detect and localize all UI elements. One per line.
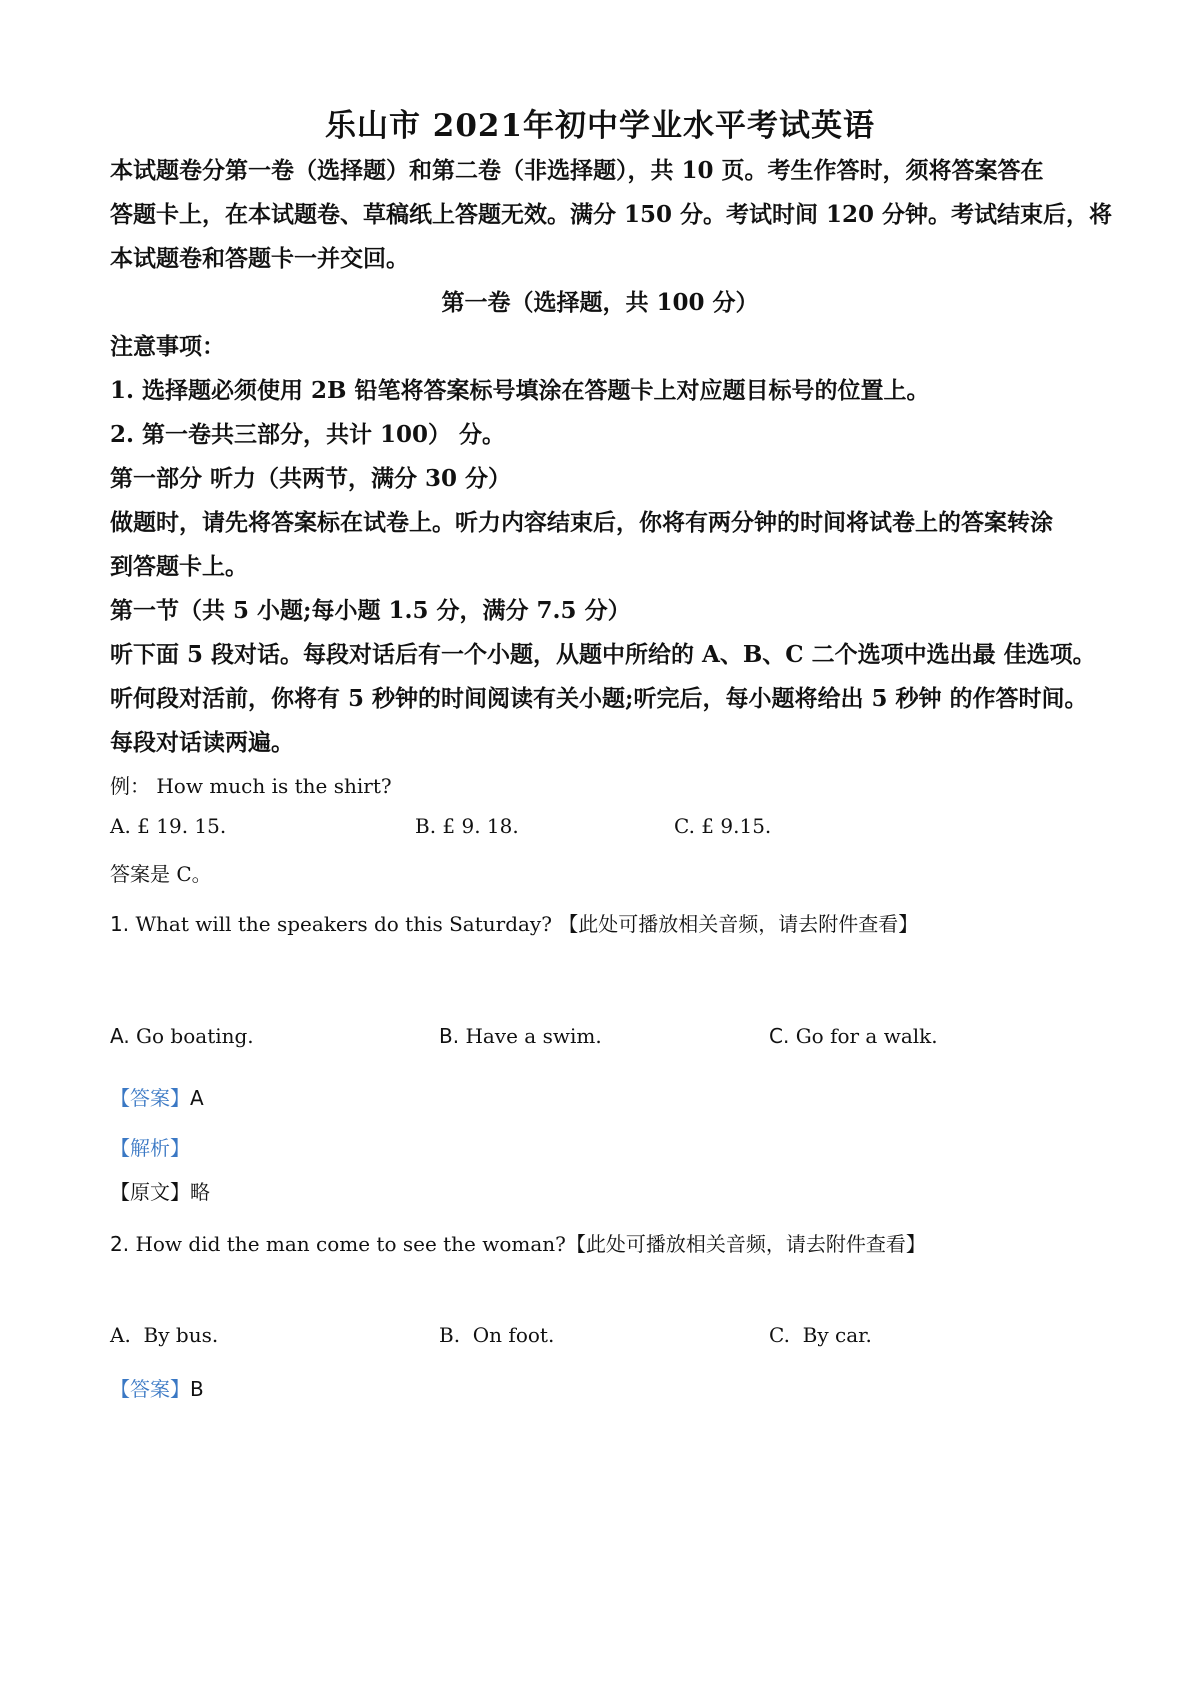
notes-item-1: 1. 选择题必须使用 2B 铅笔将答案标号填涂在答题卡上对应题目标号的位置上。	[110, 377, 930, 404]
option-text: Go boating.	[136, 1024, 254, 1048]
volume-heading: 第一卷（选择题，共 100 分）	[441, 289, 759, 316]
option-text: Go for a walk.	[795, 1024, 938, 1048]
question-1-answer	[110, 1082, 204, 1111]
intro-line-2: 答题卡上，在本试题卷、草稿纸上答题无效。满分 150 分。考试时间 120 分钟。考试结束后，将	[110, 201, 1113, 228]
part1-heading: 第一部分 听力（共两节，满分 30 分）	[110, 465, 512, 492]
answer-value: B	[190, 1377, 204, 1401]
notes-item-2: 2. 第一卷共三部分，共计 100） 分。	[110, 421, 506, 448]
intro-line-3: 本试题卷和答题卡一并交回。	[110, 245, 409, 272]
option-letter: A.	[110, 1024, 130, 1048]
answer-value: A	[190, 1086, 204, 1110]
question-1-option-c	[769, 1024, 938, 1048]
answer-label: 【答案】	[110, 1377, 190, 1401]
notes-heading: 注意事项：	[110, 333, 225, 360]
question-1-number: 1.	[110, 912, 130, 936]
question-2	[110, 1228, 926, 1257]
question-2-option-c	[769, 1323, 872, 1347]
option-text: On foot.	[472, 1323, 555, 1347]
section1-instruction-2: 听何段对活前，你将有 5 秒钟的时间阅读有关小题;听完后，每小题将给出 5 秒钟 的作答时间。	[110, 685, 1088, 712]
question-2-number: 2.	[110, 1232, 130, 1256]
part1-instruction-1: 做题时，请先将答案标在试卷上。听力内容结束后，你将有两分钟的时间将试卷上的答案转涂	[110, 509, 1053, 536]
example-option-c: C. £ 9.15.	[674, 814, 772, 838]
option-text: By bus.	[143, 1323, 219, 1347]
question-1-option-a	[110, 1024, 254, 1048]
option-letter: B.	[439, 1323, 461, 1347]
part1-instruction-2: 到答题卡上。	[110, 553, 248, 580]
example-answer: 答案是 C。	[110, 862, 212, 886]
page-title: 乐山市 2021年初中学业水平考试英语	[324, 108, 876, 144]
intro-line-1: 本试题卷分第一卷（选择题）和第二卷（非选择题），共 10 页。考生作答时，须将答案答在	[110, 157, 1044, 184]
option-text: Have a swim.	[465, 1024, 602, 1048]
question-2-option-a	[110, 1323, 218, 1347]
option-text: By car.	[802, 1323, 872, 1347]
section1-heading: 第一节（共 5 小题;每小题 1.5 分，满分 7.5 分）	[110, 597, 631, 624]
example-option-b: B. £ 9. 18.	[415, 814, 519, 838]
question-2-option-b	[439, 1323, 554, 1347]
option-letter: A.	[110, 1323, 131, 1347]
question-1	[110, 908, 918, 937]
question-1-text: What will the speakers do this Saturday? 【此处可播放相关音频，请去附件查看】	[135, 912, 919, 936]
question-2-text: How did the man come to see the woman?【此处可播放相关音频，请去附件查看】	[135, 1232, 926, 1256]
example-option-a: A. £ 19. 15.	[110, 814, 227, 838]
option-letter: C.	[769, 1323, 790, 1347]
question-2-answer	[110, 1373, 204, 1402]
option-letter: B.	[439, 1024, 460, 1048]
question-1-option-b	[439, 1024, 602, 1048]
section1-instruction-1: 听下面 5 段对话。每段对话后有一个小题，从题中所给的 A、B、C 二个选项中选出最 佳选项。	[110, 641, 1096, 668]
question-1-original: 【原文】略	[110, 1180, 210, 1204]
option-letter: C.	[769, 1024, 790, 1048]
answer-label: 【答案】	[110, 1086, 190, 1110]
example-question: 例： How much is the shirt?	[110, 774, 392, 798]
question-1-analysis-label: 【解析】	[110, 1136, 190, 1160]
section1-instruction-3: 每段对话读两遍。	[110, 729, 294, 756]
